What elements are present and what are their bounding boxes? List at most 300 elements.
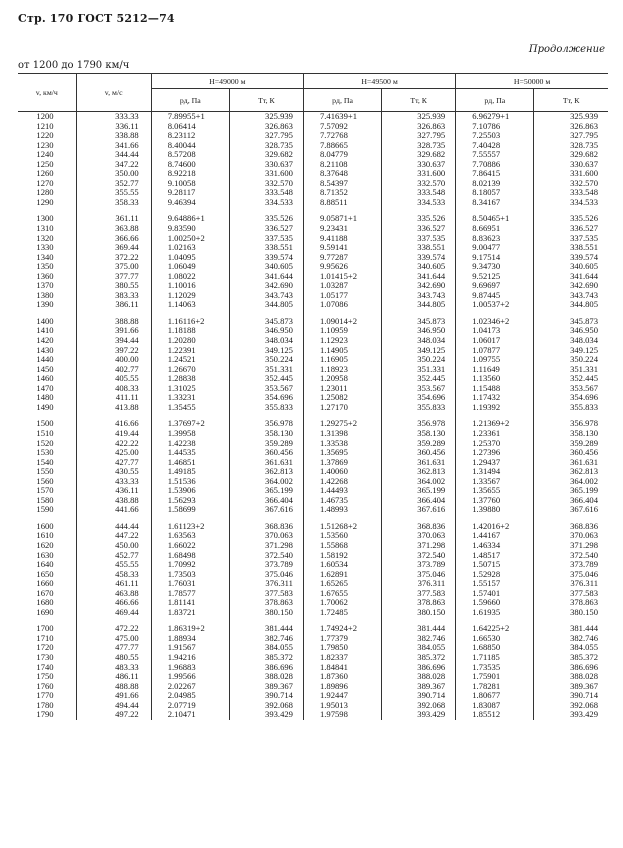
cell-pressure: 1.87360 — [303, 672, 381, 682]
cell-temperature: 360.456 — [534, 448, 608, 458]
cell-temperature: 340.605 — [382, 262, 456, 272]
cell-temperature: 333.548 — [382, 188, 456, 198]
cell-v-ms: 394.44 — [76, 336, 151, 346]
cell-temperature: 389.367 — [382, 682, 456, 692]
cell-temperature: 388.028 — [229, 672, 303, 682]
cell-temperature: 333.548 — [229, 188, 303, 198]
cell-temperature: 386.696 — [229, 663, 303, 673]
cell-pressure: 1.10016 — [151, 281, 229, 291]
cell-v-ms: 469.44 — [76, 608, 151, 618]
cell-temperature: 329.682 — [229, 150, 303, 160]
cell-v-kmh: 1740 — [36, 661, 54, 672]
cell-temperature: 380.150 — [534, 608, 608, 618]
cell-pressure: 1.02346+2 — [456, 310, 534, 327]
cell-v-ms: 475.00 — [76, 634, 151, 644]
cell-pressure: 2.04985 — [151, 691, 229, 701]
cell-v-ms: 358.33 — [76, 198, 151, 208]
cell-pressure: 1.23361 — [456, 429, 534, 439]
cell-pressure: 1.08022 — [151, 272, 229, 282]
cell-temperature: 386.696 — [534, 663, 608, 673]
cell-v-kmh: 1220 — [36, 130, 54, 141]
cell-pressure: 1.81141 — [151, 598, 229, 608]
cell-pressure: 7.25503 — [456, 131, 534, 141]
cell-v-kmh: 1310 — [36, 223, 54, 234]
table-row — [18, 336, 608, 346]
cell-pressure: 1.68850 — [456, 643, 534, 653]
cell-pressure: 1.53560 — [303, 531, 381, 541]
cell-temperature: 350.224 — [534, 355, 608, 365]
cell-temperature: 388.028 — [534, 672, 608, 682]
cell-v-ms: 480.55 — [76, 653, 151, 663]
cell-temperature: 360.456 — [229, 448, 303, 458]
cell-v-ms: 338.88 — [76, 131, 151, 141]
range-label: от 1200 до 1790 км/ч — [18, 60, 130, 71]
table-row — [18, 384, 608, 394]
col-header-pressure: pд, Па — [303, 89, 381, 112]
cell-pressure: 1.65265 — [303, 579, 381, 589]
cell-temperature: 349.125 — [534, 346, 608, 356]
table-row — [18, 551, 608, 561]
cell-pressure: 1.64225+2 — [456, 617, 534, 634]
cell-pressure: 7.72768 — [303, 131, 381, 141]
cell-v-kmh: 1580 — [36, 494, 54, 505]
cell-pressure: 1.46735 — [303, 496, 381, 506]
cell-pressure: 9.17514 — [456, 253, 534, 263]
cell-temperature: 351.331 — [534, 365, 608, 375]
cell-v-kmh: 1760 — [36, 680, 54, 691]
cell-temperature: 335.526 — [534, 207, 608, 224]
cell-temperature: 353.567 — [229, 384, 303, 394]
cell-temperature: 348.034 — [534, 336, 608, 346]
cell-pressure: 8.18057 — [456, 188, 534, 198]
cell-v-ms: 402.77 — [76, 365, 151, 375]
cell-pressure: 1.09755 — [456, 355, 534, 365]
cell-v-ms: 366.66 — [76, 234, 151, 244]
cell-v-ms: 352.77 — [76, 179, 151, 189]
cell-pressure: 7.57092 — [303, 122, 381, 132]
cell-pressure: 1.61935 — [456, 608, 534, 618]
cell-temperature: 393.429 — [534, 710, 608, 720]
cell-pressure: 1.74924+2 — [303, 617, 381, 634]
cell-pressure: 7.41639+1 — [303, 112, 381, 122]
cell-pressure: 1.00250+2 — [151, 234, 229, 244]
cell-pressure: 9.52125 — [456, 272, 534, 282]
table-row — [18, 403, 608, 413]
table-row — [18, 198, 608, 208]
cell-pressure: 1.94216 — [151, 653, 229, 663]
col-header-v-kmh: v, км/ч — [18, 74, 76, 112]
cell-temperature: 334.533 — [229, 198, 303, 208]
cell-temperature: 392.068 — [534, 701, 608, 711]
cell-pressure: 1.55157 — [456, 579, 534, 589]
cell-v-ms: 361.11 — [76, 207, 151, 224]
cell-pressure: 1.92447 — [303, 691, 381, 701]
cell-temperature: 326.863 — [382, 122, 456, 132]
cell-temperature: 354.696 — [382, 393, 456, 403]
cell-temperature: 378.863 — [534, 598, 608, 608]
cell-temperature: 362.813 — [534, 467, 608, 477]
table-body — [18, 112, 608, 720]
cell-v-ms: 422.22 — [76, 439, 151, 449]
cell-temperature: 355.833 — [229, 403, 303, 413]
cell-temperature: 332.570 — [229, 179, 303, 189]
table-row — [18, 179, 608, 189]
cell-temperature: 367.616 — [382, 505, 456, 515]
cell-pressure: 8.21108 — [303, 160, 381, 170]
cell-pressure: 1.44493 — [303, 486, 381, 496]
cell-v-ms: 486.11 — [76, 672, 151, 682]
cell-pressure: 1.25082 — [303, 393, 381, 403]
cell-temperature: 336.527 — [534, 224, 608, 234]
cell-v-ms: 436.11 — [76, 486, 151, 496]
cell-pressure: 1.20958 — [303, 374, 381, 384]
cell-temperature: 328.735 — [229, 141, 303, 151]
cell-temperature: 362.813 — [229, 467, 303, 477]
cell-temperature: 343.743 — [229, 291, 303, 301]
table-row — [18, 598, 608, 608]
table-row — [18, 243, 608, 253]
cell-temperature: 382.746 — [534, 634, 608, 644]
cell-pressure: 1.33231 — [151, 393, 229, 403]
cell-temperature: 338.551 — [534, 243, 608, 253]
cell-temperature: 368.836 — [534, 515, 608, 532]
table-row — [18, 617, 608, 634]
table-row — [18, 486, 608, 496]
cell-v-kmh: 1550 — [36, 466, 54, 477]
cell-v-kmh: 1240 — [36, 149, 54, 160]
cell-temperature: 332.570 — [382, 179, 456, 189]
cell-pressure: 1.88934 — [151, 634, 229, 644]
cell-temperature: 367.616 — [229, 505, 303, 515]
table-row — [18, 701, 608, 711]
cell-pressure: 1.06049 — [151, 262, 229, 272]
cell-v-kmh: 1450 — [36, 363, 54, 374]
cell-pressure: 8.83623 — [456, 234, 534, 244]
cell-v-ms: 494.44 — [76, 701, 151, 711]
cell-pressure: 1.12029 — [151, 291, 229, 301]
table-row — [18, 291, 608, 301]
cell-temperature: 366.404 — [382, 496, 456, 506]
cell-pressure: 8.02139 — [456, 179, 534, 189]
cell-temperature: 356.978 — [229, 412, 303, 429]
cell-v-ms: 400.00 — [76, 355, 151, 365]
cell-temperature: 343.743 — [382, 291, 456, 301]
cell-pressure: 1.09014+2 — [303, 310, 381, 327]
cell-temperature: 352.445 — [229, 374, 303, 384]
cell-pressure: 1.68498 — [151, 551, 229, 561]
cell-v-kmh: 1250 — [36, 158, 54, 169]
cell-pressure: 9.46394 — [151, 198, 229, 208]
cell-temperature: 353.567 — [534, 384, 608, 394]
cell-v-ms: 397.22 — [76, 346, 151, 356]
cell-pressure: 1.13560 — [456, 374, 534, 384]
cell-temperature: 365.199 — [382, 486, 456, 496]
cell-pressure: 8.40044 — [151, 141, 229, 151]
cell-pressure: 1.35695 — [303, 448, 381, 458]
cell-temperature: 381.444 — [382, 617, 456, 634]
cell-temperature: 360.456 — [382, 448, 456, 458]
cell-pressure: 9.34730 — [456, 262, 534, 272]
cell-v-ms: 483.33 — [76, 663, 151, 673]
cell-temperature: 346.950 — [534, 326, 608, 336]
cell-temperature: 334.533 — [382, 198, 456, 208]
cell-temperature: 327.795 — [229, 131, 303, 141]
cell-pressure: 1.99566 — [151, 672, 229, 682]
cell-pressure: 6.96279+1 — [456, 112, 534, 122]
cell-pressure: 8.66951 — [456, 224, 534, 234]
cell-temperature: 375.046 — [382, 570, 456, 580]
cell-v-ms: 450.00 — [76, 541, 151, 551]
cell-v-kmh: 1670 — [36, 587, 54, 598]
cell-temperature: 329.682 — [382, 150, 456, 160]
cell-temperature: 326.863 — [229, 122, 303, 132]
cell-pressure: 1.46851 — [151, 458, 229, 468]
cell-pressure: 1.51268+2 — [303, 515, 381, 532]
cell-pressure: 1.78577 — [151, 589, 229, 599]
cell-v-kmh: 1470 — [36, 382, 54, 393]
cell-temperature: 356.978 — [382, 412, 456, 429]
cell-pressure: 1.49185 — [151, 467, 229, 477]
cell-temperature: 364.002 — [229, 477, 303, 487]
cell-pressure: 9.23431 — [303, 224, 381, 234]
cell-temperature: 354.696 — [229, 393, 303, 403]
cell-temperature: 381.444 — [534, 617, 608, 634]
cell-temperature: 368.836 — [382, 515, 456, 532]
cell-v-ms: 386.11 — [76, 300, 151, 310]
table-row — [18, 169, 608, 179]
page-header: Стр. 170 ГОСТ 5212—74 — [18, 12, 175, 25]
cell-pressure: 8.37648 — [303, 169, 381, 179]
cell-v-ms: 430.55 — [76, 467, 151, 477]
cell-pressure: 1.56293 — [151, 496, 229, 506]
cell-temperature: 389.367 — [229, 682, 303, 692]
cell-pressure: 7.10786 — [456, 122, 534, 132]
cell-temperature: 372.540 — [382, 551, 456, 561]
cell-temperature: 366.404 — [534, 496, 608, 506]
cell-temperature: 335.526 — [229, 207, 303, 224]
table-row — [18, 234, 608, 244]
cell-pressure: 1.48517 — [456, 551, 534, 561]
cell-temperature: 327.795 — [534, 131, 608, 141]
cell-v-ms: 363.88 — [76, 224, 151, 234]
cell-pressure: 1.85512 — [456, 710, 534, 720]
cell-temperature: 358.130 — [534, 429, 608, 439]
cell-v-kmh: 1380 — [36, 289, 54, 300]
cell-v-ms: 413.88 — [76, 403, 151, 413]
cell-v-kmh: 1330 — [36, 242, 54, 253]
cell-pressure: 1.16905 — [303, 355, 381, 365]
cell-pressure: 1.48993 — [303, 505, 381, 515]
cell-pressure: 8.04779 — [303, 150, 381, 160]
cell-temperature: 344.805 — [534, 300, 608, 310]
cell-v-kmh: 1300 — [36, 213, 54, 224]
cell-pressure: 1.22391 — [151, 346, 229, 356]
cell-v-ms: 405.55 — [76, 374, 151, 384]
cell-temperature: 393.429 — [229, 710, 303, 720]
cell-pressure: 1.83087 — [456, 701, 534, 711]
cell-pressure: 1.42268 — [303, 477, 381, 487]
cell-v-kmh: 1480 — [36, 392, 54, 403]
cell-temperature: 377.583 — [382, 589, 456, 599]
cell-pressure: 1.23011 — [303, 384, 381, 394]
cell-pressure: 1.35455 — [151, 403, 229, 413]
cell-pressure: 1.66022 — [151, 541, 229, 551]
cell-v-ms: 333.33 — [76, 112, 151, 122]
cell-temperature: 348.034 — [382, 336, 456, 346]
cell-pressure: 1.35655 — [456, 486, 534, 496]
cell-pressure: 1.20280 — [151, 336, 229, 346]
cell-v-kmh: 1290 — [36, 196, 54, 207]
cell-temperature: 385.372 — [382, 653, 456, 663]
col-header-temperature: Tт, К — [382, 89, 456, 112]
cell-v-ms: 444.44 — [76, 515, 151, 532]
cell-v-ms: 425.00 — [76, 448, 151, 458]
cell-temperature: 356.978 — [534, 412, 608, 429]
cell-temperature: 382.746 — [382, 634, 456, 644]
cell-temperature: 355.833 — [382, 403, 456, 413]
cell-temperature: 366.404 — [229, 496, 303, 506]
cell-temperature: 365.199 — [534, 486, 608, 496]
cell-temperature: 337.535 — [382, 234, 456, 244]
table-row — [18, 710, 608, 720]
table-row — [18, 326, 608, 336]
cell-temperature: 342.690 — [534, 281, 608, 291]
cell-temperature: 382.746 — [229, 634, 303, 644]
table-row — [18, 634, 608, 644]
cell-v-ms: 491.66 — [76, 691, 151, 701]
data-table — [18, 73, 608, 720]
cell-temperature: 370.063 — [229, 531, 303, 541]
cell-pressure: 1.63563 — [151, 531, 229, 541]
cell-pressure: 1.33538 — [303, 439, 381, 449]
cell-v-kmh: 1780 — [36, 699, 54, 710]
cell-temperature: 351.331 — [229, 365, 303, 375]
cell-pressure: 1.96883 — [151, 663, 229, 673]
cell-temperature: 378.863 — [229, 598, 303, 608]
cell-temperature: 373.789 — [382, 560, 456, 570]
cell-pressure: 1.52928 — [456, 570, 534, 580]
table-row — [18, 496, 608, 506]
cell-temperature: 346.950 — [229, 326, 303, 336]
cell-v-ms: 355.55 — [76, 188, 151, 198]
cell-temperature: 335.526 — [382, 207, 456, 224]
cell-temperature: 330.637 — [382, 160, 456, 170]
cell-v-ms: 369.44 — [76, 243, 151, 253]
cell-temperature: 349.125 — [229, 346, 303, 356]
cell-temperature: 341.644 — [382, 272, 456, 282]
cell-v-kmh: 1210 — [36, 120, 54, 131]
cell-pressure: 8.34167 — [456, 198, 534, 208]
cell-v-ms: 427.77 — [76, 458, 151, 468]
cell-temperature: 359.289 — [382, 439, 456, 449]
cell-pressure: 8.57208 — [151, 150, 229, 160]
cell-temperature: 364.002 — [382, 477, 456, 487]
table-row — [18, 429, 608, 439]
cell-temperature: 339.574 — [382, 253, 456, 263]
cell-temperature: 386.696 — [382, 663, 456, 673]
cell-v-ms: 347.22 — [76, 160, 151, 170]
cell-pressure: 1.29275+2 — [303, 412, 381, 429]
table-row — [18, 131, 608, 141]
cell-v-kmh: 1650 — [36, 568, 54, 579]
cell-pressure: 7.88665 — [303, 141, 381, 151]
cell-v-kmh: 1320 — [36, 232, 54, 243]
cell-temperature: 376.311 — [382, 579, 456, 589]
cell-pressure: 1.14063 — [151, 300, 229, 310]
cell-temperature: 371.298 — [229, 541, 303, 551]
cell-temperature: 341.644 — [229, 272, 303, 282]
cell-v-kmh: 1350 — [36, 261, 54, 272]
table-row — [18, 112, 608, 122]
cell-pressure: 1.44167 — [456, 531, 534, 541]
cell-pressure: 8.50465+1 — [456, 207, 534, 224]
cell-temperature: 333.548 — [534, 188, 608, 198]
cell-v-kmh: 1680 — [36, 597, 54, 608]
cell-pressure: 9.05871+1 — [303, 207, 381, 224]
cell-v-kmh: 1360 — [36, 270, 54, 281]
cell-pressure: 1.02163 — [151, 243, 229, 253]
cell-temperature: 353.567 — [382, 384, 456, 394]
cell-pressure: 8.23112 — [151, 131, 229, 141]
cell-pressure: 1.16116+2 — [151, 310, 229, 327]
cell-pressure: 1.42016+2 — [456, 515, 534, 532]
cell-temperature: 390.714 — [382, 691, 456, 701]
cell-pressure: 9.00477 — [456, 243, 534, 253]
cell-temperature: 389.367 — [534, 682, 608, 692]
cell-temperature: 327.795 — [382, 131, 456, 141]
cell-temperature: 375.046 — [229, 570, 303, 580]
cell-pressure: 1.24521 — [151, 355, 229, 365]
cell-v-kmh: 1590 — [36, 504, 54, 515]
cell-temperature: 361.631 — [229, 458, 303, 468]
cell-temperature: 384.055 — [534, 643, 608, 653]
cell-pressure: 1.70062 — [303, 598, 381, 608]
cell-pressure: 1.27170 — [303, 403, 381, 413]
cell-pressure: 1.86319+2 — [151, 617, 229, 634]
table-row — [18, 253, 608, 263]
cell-temperature: 325.939 — [229, 112, 303, 122]
cell-pressure: 1.37697+2 — [151, 412, 229, 429]
cell-temperature: 390.714 — [534, 691, 608, 701]
cell-v-ms: 411.11 — [76, 393, 151, 403]
cell-pressure: 1.59660 — [456, 598, 534, 608]
cell-pressure: 9.10058 — [151, 179, 229, 189]
cell-temperature: 377.583 — [229, 589, 303, 599]
cell-pressure: 8.71352 — [303, 188, 381, 198]
cell-temperature: 367.616 — [534, 505, 608, 515]
cell-v-ms: 380.55 — [76, 281, 151, 291]
cell-pressure: 1.75901 — [456, 672, 534, 682]
cell-pressure: 1.04095 — [151, 253, 229, 263]
cell-v-ms: 488.88 — [76, 682, 151, 692]
cell-pressure: 1.18923 — [303, 365, 381, 375]
cell-v-ms: 336.11 — [76, 122, 151, 132]
cell-pressure: 8.06414 — [151, 122, 229, 132]
cell-temperature: 339.574 — [229, 253, 303, 263]
cell-temperature: 340.605 — [534, 262, 608, 272]
table-row — [18, 224, 608, 234]
cell-v-kmh: 1560 — [36, 475, 54, 486]
cell-v-kmh: 1790 — [36, 709, 54, 720]
cell-pressure: 1.06017 — [456, 336, 534, 346]
cell-v-kmh: 1390 — [36, 299, 54, 310]
cell-temperature: 329.682 — [534, 150, 608, 160]
cell-temperature: 372.540 — [229, 551, 303, 561]
cell-temperature: 378.863 — [382, 598, 456, 608]
cell-v-kmh: 1410 — [36, 325, 54, 336]
cell-pressure: 1.10959 — [303, 326, 381, 336]
cell-temperature: 325.939 — [534, 112, 608, 122]
